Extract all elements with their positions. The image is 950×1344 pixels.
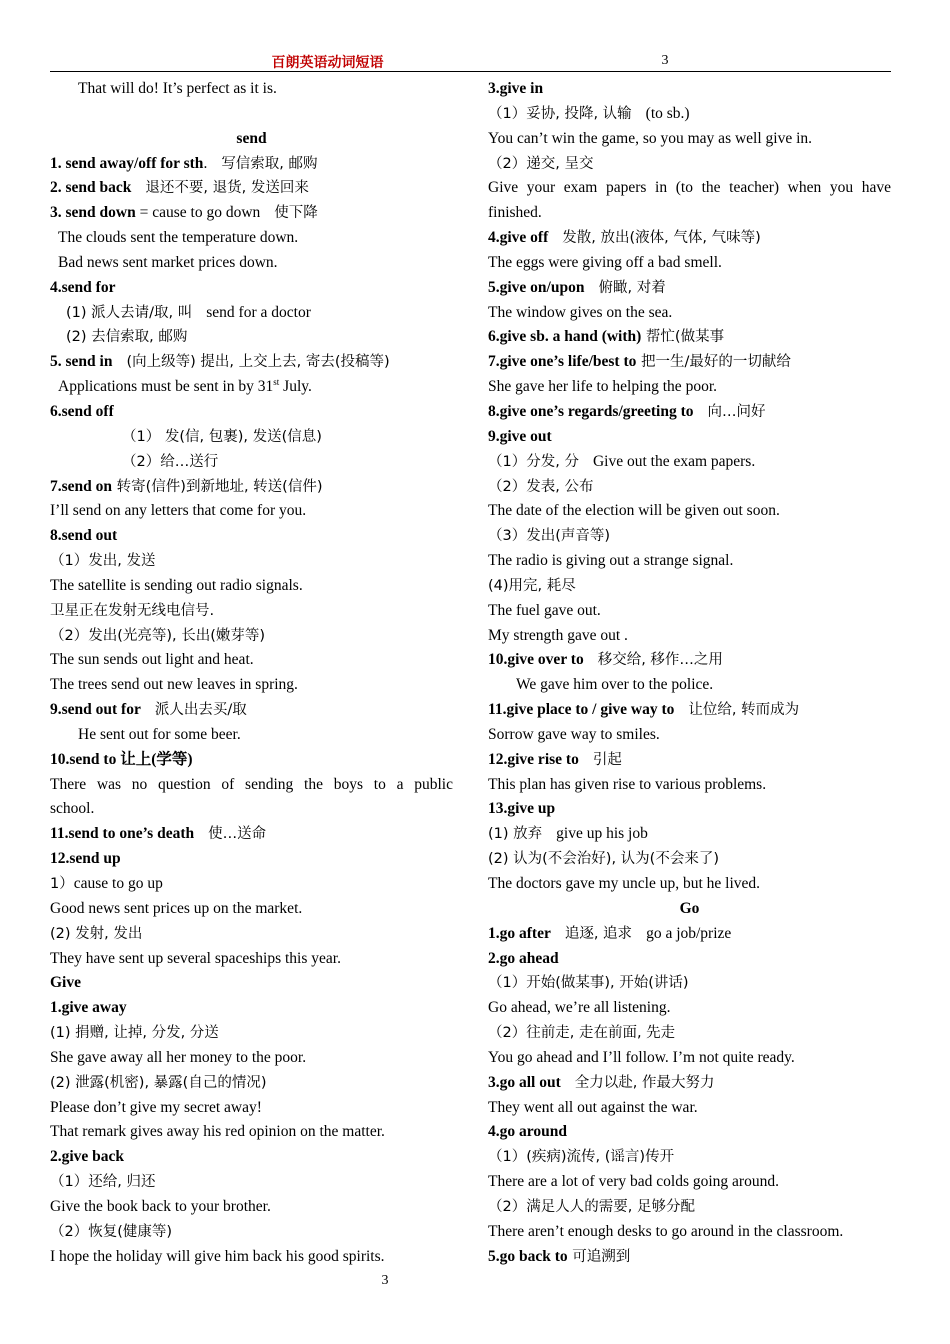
meaning: (2) 发射, 发出: [50, 925, 143, 942]
example-sentence: Please don’t give my secret away!: [50, 1098, 262, 1116]
meaning: 可追溯到: [567, 1248, 631, 1265]
meaning: (1) 捐赠, 让掉, 分发, 分送: [50, 1025, 219, 1042]
meaning: (1) 放弃: [488, 826, 543, 843]
meaning: 发散, 放出(液体, 气体, 气味等): [562, 230, 761, 247]
meaning: （1）妥协, 投降, 认输: [488, 105, 632, 122]
entry-line: [488, 922, 891, 947]
example-sentence: She gave away all her money to the poor.: [50, 1048, 307, 1066]
entry-line: [488, 1245, 891, 1270]
meaning: (1) 派人去请/取, 叫: [66, 304, 193, 321]
header-page-number: 3: [661, 53, 669, 68]
meaning: (2) 认为(不会治好), 认为(不会来了): [488, 851, 719, 868]
example-sentence: Good news sent prices up on the market.: [50, 899, 303, 917]
ordinal-suffix: st: [273, 376, 280, 387]
example: Give out the exam papers.: [592, 452, 756, 470]
phrase: 4.send for: [50, 278, 116, 296]
phrase: 9.send out for: [50, 701, 141, 719]
example-sentence: Bad news sent market prices down.: [58, 253, 278, 271]
phrase: 1.go after: [488, 924, 551, 942]
example-text: Applications must be sent in by 31: [58, 378, 274, 396]
example-sentence: They went all out against the war.: [488, 1098, 698, 1116]
example-sentence: Give the book back to your brother.: [50, 1197, 271, 1215]
meaning: 让位给, 转而成为: [688, 702, 800, 719]
example-sentence: I’ll send on any letters that come for you.: [50, 502, 307, 520]
example-sentence: There aren’t enough desks to go around in the classroom.: [488, 1222, 844, 1240]
meaning: （1）发出, 发送: [50, 553, 156, 570]
meaning: 帮忙(做某事: [641, 329, 725, 346]
entry-line: [50, 350, 453, 375]
phrase: 2.go ahead: [488, 949, 559, 967]
footer-page-number: 3: [381, 1273, 389, 1288]
example-sentence: They have sent up several spaceships this year.: [50, 949, 341, 967]
meaning: （1）分发, 分: [488, 453, 579, 470]
example-sentence: This plan has given rise to various problems.: [488, 775, 767, 793]
phrase: 8.send out: [50, 527, 118, 545]
meaning: （1）开始(做某事), 开始(讲话): [488, 975, 689, 992]
phrase: 3. send down: [50, 204, 136, 222]
phrase: 7.give one’s life/best to: [488, 353, 637, 371]
meaning: （2）给…送行: [122, 453, 219, 470]
entry-line: [488, 822, 891, 847]
meaning: （3）发出(声音等): [488, 528, 611, 545]
phrase: 2.give back: [50, 1148, 125, 1166]
example-sentence: There are a lot of very bad colds going around.: [488, 1173, 779, 1191]
example-sentence: The radio is giving out a strange signal.: [488, 552, 734, 570]
meaning: (2) 泄露(机密), 暴露(自己的情况): [50, 1074, 267, 1091]
entry-line: [488, 1071, 891, 1096]
example-sentence: You can’t win the game, so you may as well give in.: [488, 129, 813, 147]
phrase: 4.give off: [488, 229, 549, 247]
example-sentence: That will do! It’s perfect as it is.: [78, 80, 277, 97]
meaning: （2）往前走, 走在前面, 先走: [488, 1025, 676, 1042]
example-sentence: The clouds sent the temperature down.: [58, 229, 299, 247]
phrase: 10.send to 让上(学等): [50, 750, 193, 768]
example-sentence: There was no question of sending the boys to a public: [50, 775, 453, 793]
example-sentence: He sent out for some beer.: [78, 725, 241, 743]
meaning: （2）发表, 公布: [488, 478, 594, 495]
definition: cause to go up: [73, 875, 163, 892]
meaning: 1）: [50, 876, 74, 892]
example-sentence: She gave her life to helping the poor.: [488, 378, 717, 396]
definition: = cause to go down: [135, 204, 261, 222]
phrase: 6.send off: [50, 402, 114, 420]
meaning: 把一生/最好的一切献给: [636, 354, 791, 371]
entry-line: [50, 475, 453, 500]
meaning: （1）(疾病)流传, (谣言)传开: [488, 1149, 675, 1166]
example: go a job/prize: [646, 924, 732, 942]
example-sentence: The sun sends out light and heat.: [50, 651, 254, 669]
entry-line: [488, 350, 891, 375]
translation: 卫星正在发射无线电信号.: [50, 602, 215, 619]
meaning: 追逐, 追求: [564, 925, 633, 942]
meaning: （2）恢复(健康等): [50, 1223, 173, 1240]
right-column: [488, 77, 891, 1270]
example-sentence: [50, 375, 453, 400]
header-rule: [50, 71, 891, 72]
phrase: 8.give one’s regards/greeting to: [488, 402, 694, 420]
entry-line: [488, 698, 891, 723]
header-title: 百朗英语动词短语: [271, 55, 384, 71]
example-sentence: You go ahead and I’ll follow. I’m not quite ready.: [488, 1048, 795, 1066]
example-sentence: My strength gave out .: [488, 626, 628, 644]
entry-line: [50, 822, 453, 847]
phrase: 5. send in: [50, 353, 113, 371]
entry-line: [488, 450, 891, 475]
punct: .: [203, 154, 208, 172]
example-sentence: The doctors gave my uncle up, but he lived.: [488, 875, 761, 892]
entry-line: [488, 276, 891, 301]
blank-line: [50, 102, 453, 127]
entry-line: [50, 176, 453, 201]
phrase: 7.send on: [50, 477, 113, 495]
entry-line: [50, 301, 453, 326]
meaning: 移交给, 移作…之用: [597, 652, 723, 669]
example-sentence: The satellite is sending out radio signals.: [50, 576, 303, 594]
phrase: 6.give sb. a hand (with): [488, 328, 642, 346]
meaning: （2）满足人人的需要, 足够分配: [488, 1198, 695, 1215]
phrase: 5.go back to: [488, 1247, 568, 1265]
entry-line: [50, 152, 453, 177]
entry-line: [488, 325, 891, 350]
phrase: 11.give place to / give way to: [488, 701, 675, 719]
meaning: 俯瞰, 对着: [598, 279, 666, 296]
entry-line: [488, 748, 891, 773]
entry-line: [50, 201, 453, 226]
example-sentence: The fuel gave out.: [488, 601, 601, 619]
phrase: 2. send back: [50, 179, 132, 197]
meaning: （2）发出(光亮等), 长出(嫩芽等): [50, 627, 266, 644]
meaning: (2) 去信索取, 邮购: [66, 329, 188, 346]
meaning: （2）递交, 呈交: [488, 155, 594, 172]
phrase: 4.go around: [488, 1123, 567, 1141]
example-sentence: finished.: [488, 204, 542, 222]
meaning: 引起: [592, 751, 622, 768]
example: send for a doctor: [206, 303, 311, 321]
entry-line: [488, 226, 891, 251]
phrase: 1.give away: [50, 999, 127, 1017]
phrase: 12.send up: [50, 850, 121, 868]
example: give up his job: [556, 825, 648, 843]
phrase: 3.go all out: [488, 1073, 561, 1091]
example-sentence: Go ahead, we’re all listening.: [488, 999, 671, 1017]
example-sentence: The eggs were giving off a bad smell.: [488, 253, 722, 271]
example-sentence: The trees send out new leaves in spring.: [50, 676, 298, 694]
phrase: 9.give out: [488, 427, 552, 445]
meaning: （1）还给, 归还: [50, 1174, 156, 1191]
usage: (to sb.): [645, 104, 690, 122]
meaning: 使下降: [274, 205, 318, 222]
entry-line: [488, 102, 891, 127]
entry-line: [488, 400, 891, 425]
example-sentence: That remark gives away his red opinion on the matter.: [50, 1123, 385, 1141]
meaning: 使…送命: [208, 826, 267, 843]
phrase: 12.give rise to: [488, 750, 579, 768]
meaning: 派人出去买/取: [154, 702, 247, 719]
section-heading-send: send: [236, 129, 267, 147]
entry-line: [50, 698, 453, 723]
meaning: 写信索取, 邮购: [221, 155, 318, 172]
meaning: 转寄(信件)到新地址, 转送(信件): [112, 478, 323, 495]
meaning: 全力以赴, 作最大努力: [574, 1074, 715, 1091]
phrase: 5.give on/upon: [488, 278, 585, 296]
phrase: 11.send to one’s death: [50, 825, 195, 843]
example-sentence: Sorrow gave way to smiles.: [488, 725, 660, 743]
meaning: (向上级等) 提出, 上交上去, 寄去(投稿等): [126, 354, 390, 371]
meaning: 向…问好: [707, 403, 766, 420]
example-sentence: The window gives on the sea.: [488, 303, 673, 321]
entry-line: [50, 872, 453, 897]
example-sentence: The date of the election will be given out soon.: [488, 502, 780, 520]
meaning: (4)用完, 耗尽: [488, 577, 576, 594]
example-text: July.: [279, 378, 312, 396]
phrase: 3.give in: [488, 80, 544, 97]
entry-line: [488, 648, 891, 673]
example-sentence: school.: [50, 800, 95, 818]
phrase: 13.give up: [488, 800, 556, 818]
example-sentence: I hope the holiday will give him back his good spirits.: [50, 1247, 385, 1265]
meaning: 退还不要, 退货, 发送回来: [145, 180, 309, 197]
left-column: [50, 77, 453, 1270]
example-sentence: We gave him over to the police.: [516, 676, 714, 694]
section-heading-give: Give: [50, 974, 81, 992]
meaning: （1） 发(信, 包裹), 发送(信息): [122, 428, 322, 445]
section-heading-go: Go: [679, 899, 700, 917]
phrase: 10.give over to: [488, 651, 584, 669]
example-sentence: Give your exam papers in (to the teacher) when you have: [488, 179, 891, 197]
phrase: 1. send away/off for sth: [50, 154, 204, 172]
